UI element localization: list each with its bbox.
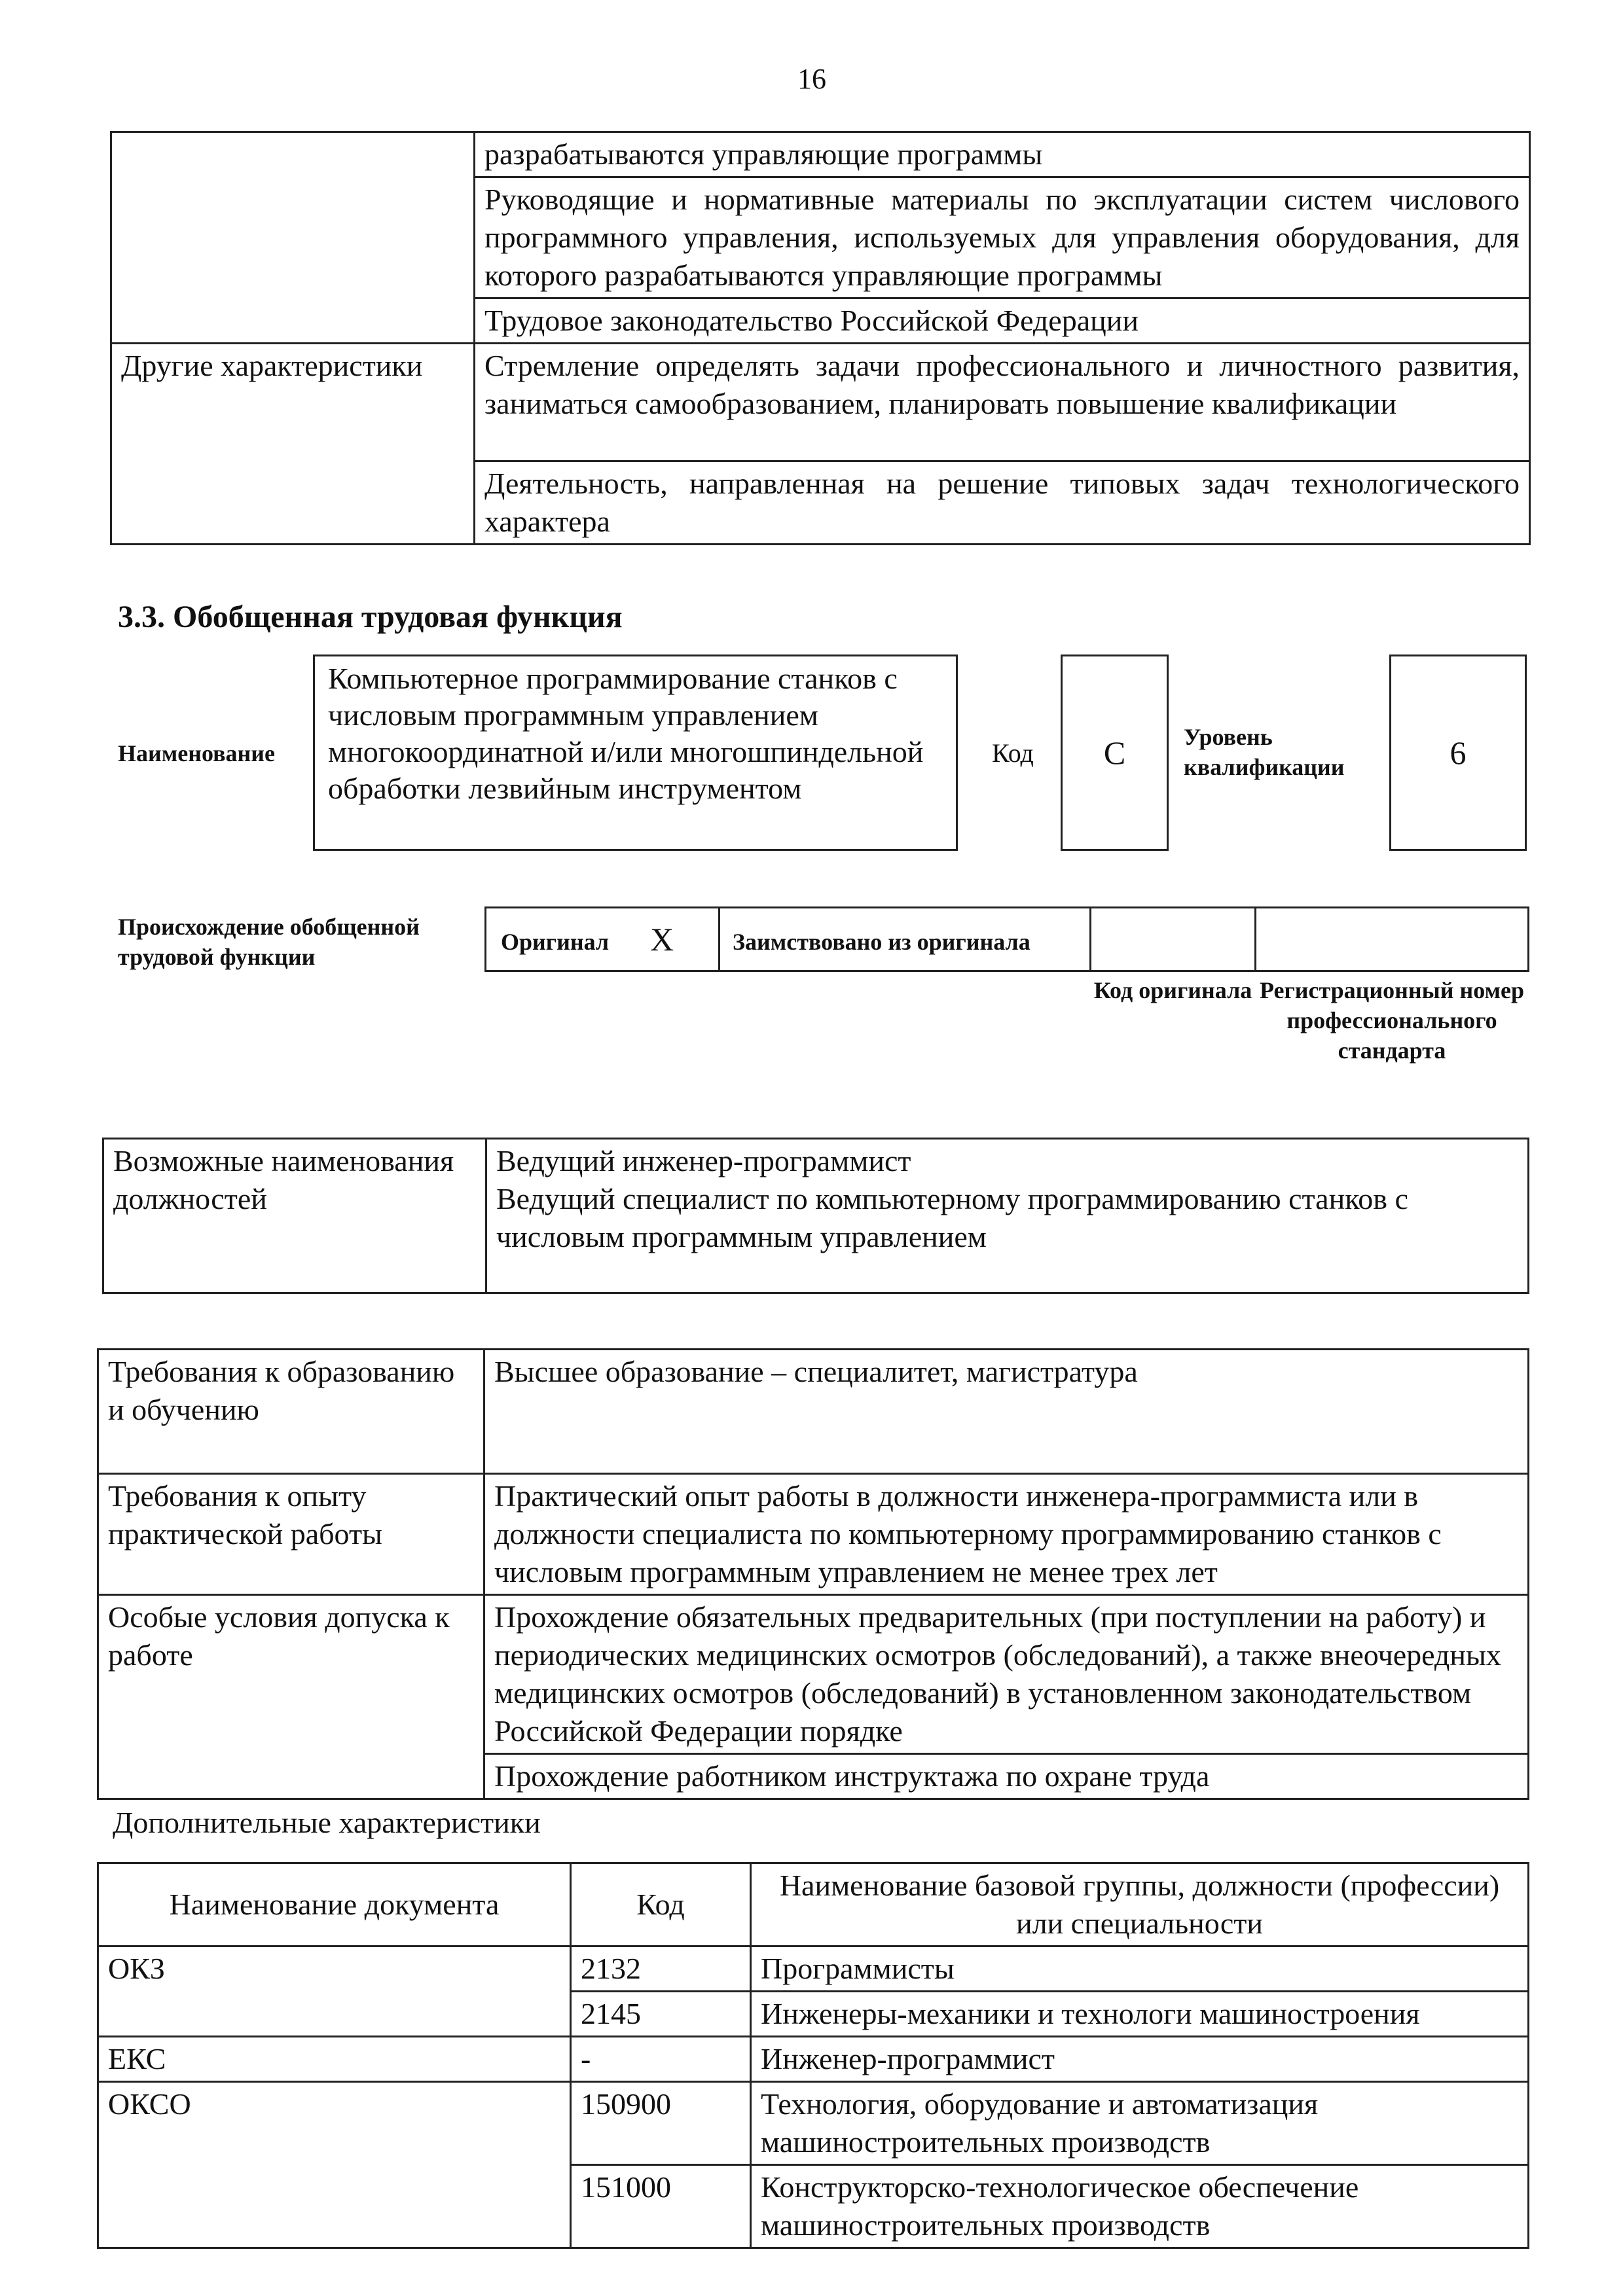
registration-caption: Регистрационный номер профессионального стандарта [1259, 977, 1525, 1064]
knowledge-item: Трудовое законодательство Российской Федерации [475, 298, 1530, 344]
knowledge-table [110, 131, 1531, 545]
other-characteristics-label: Другие характеристики [111, 344, 475, 545]
registration-number-cell [1254, 906, 1529, 972]
header-document: Наименование документа [98, 1863, 571, 1946]
admission-label: Особые условия допуска к работе [98, 1595, 484, 1799]
code-cell: 2132 [571, 1946, 751, 1992]
name-cell: Конструкторско-технологическое обеспечение машиностроительных производств [751, 2165, 1529, 2248]
borrowed-cell [718, 906, 1091, 972]
code-cell: 151000 [571, 2165, 751, 2248]
education-label: Требования к образованию и обучению [98, 1350, 484, 1474]
doc-cell: ОКЗ [98, 1946, 571, 2037]
code-label: Код [992, 738, 1034, 768]
doc-cell: ОКСО [98, 2082, 571, 2248]
name-cell: Программисты [751, 1946, 1529, 1992]
original-label: Оригинал [501, 929, 610, 955]
experience-value: Практический опыт работы в должности инженера-программиста или в должности специалиста по компьютерному программированию станков с числовым программным управлением не менее трех лет [484, 1474, 1529, 1595]
knowledge-item: разрабатываются управляющие программы [475, 132, 1530, 177]
characteristic-item: Стремление определять задачи профессионального и личностного развития, заниматься самообразованием, планировать повышение квалификации [475, 344, 1530, 461]
name-cell: Технология, оборудование и автоматизация машиностроительных производств [751, 2082, 1529, 2165]
code-cell: - [571, 2037, 751, 2082]
positions-table [102, 1138, 1529, 1294]
positions-values [486, 1139, 1529, 1293]
page-number: 16 [797, 63, 826, 95]
additional-title: Дополнительные характеристики [113, 1806, 541, 1839]
requirements-table [97, 1348, 1529, 1800]
section-title: 3.3. Обобщенная трудовая функция [118, 600, 623, 634]
name-label: Наименование [118, 740, 275, 766]
level-label: Уровень квалификации [1184, 724, 1345, 780]
function-name: Компьютерное программирование станков с числовым программным управлением многокоординатной и/или многошпиндельной обработки лезвийным инструментом [313, 655, 958, 851]
name-cell: Инженер-программист [751, 2037, 1529, 2082]
knowledge-item: Руководящие и нормативные материалы по эксплуатации систем числового программного управления, используемых для управления оборудования, для которого разрабатываются управляющие программы [475, 177, 1530, 298]
header-code: Код [571, 1863, 751, 1946]
doc-cell: ЕКС [98, 2037, 571, 2082]
characteristic-item: Деятельность, направленная на решение типовых задач технологического характера [475, 461, 1530, 545]
position-title: Ведущий инженер-программист [496, 1144, 911, 1177]
positions-label: Возможные наименования должностей [103, 1139, 486, 1293]
code-caption: Код оригинала [1093, 977, 1252, 1003]
admission-value: Прохождение обязательных предварительных (при поступлении на работу) и периодических медицинских осмотров (обследований), а также внеочередных медицинских осмотров (обследований) в установленном законодательством Российской Федерации порядке [484, 1595, 1529, 1754]
code-cell: 150900 [571, 2082, 751, 2165]
position-title: Ведущий специалист по компьютерному программированию станков с числовым программным управлением [496, 1182, 1408, 1253]
education-value: Высшее образование – специалитет, магистратура [484, 1350, 1529, 1474]
name-cell: Инженеры-механики и технологи машиностроения [751, 1992, 1529, 2037]
admission-value: Прохождение работником инструктажа по охране труда [484, 1754, 1529, 1799]
original-cell [484, 906, 720, 972]
experience-label: Требования к опыту практической работы [98, 1474, 484, 1595]
level-value: 6 [1389, 655, 1527, 851]
header-name: Наименование базовой группы, должности (профессии) или специальности [751, 1863, 1529, 1946]
origin-label: Происхождение обобщенной трудовой функции [118, 914, 420, 970]
borrowed-label: Заимствовано из оригинала [733, 929, 1030, 955]
code-cell: 2145 [571, 1992, 751, 2037]
original-code-cell [1089, 906, 1256, 972]
row-label-empty [111, 132, 475, 344]
code-value: C [1061, 655, 1169, 851]
original-mark: X [650, 921, 674, 958]
additional-table [97, 1862, 1529, 2249]
